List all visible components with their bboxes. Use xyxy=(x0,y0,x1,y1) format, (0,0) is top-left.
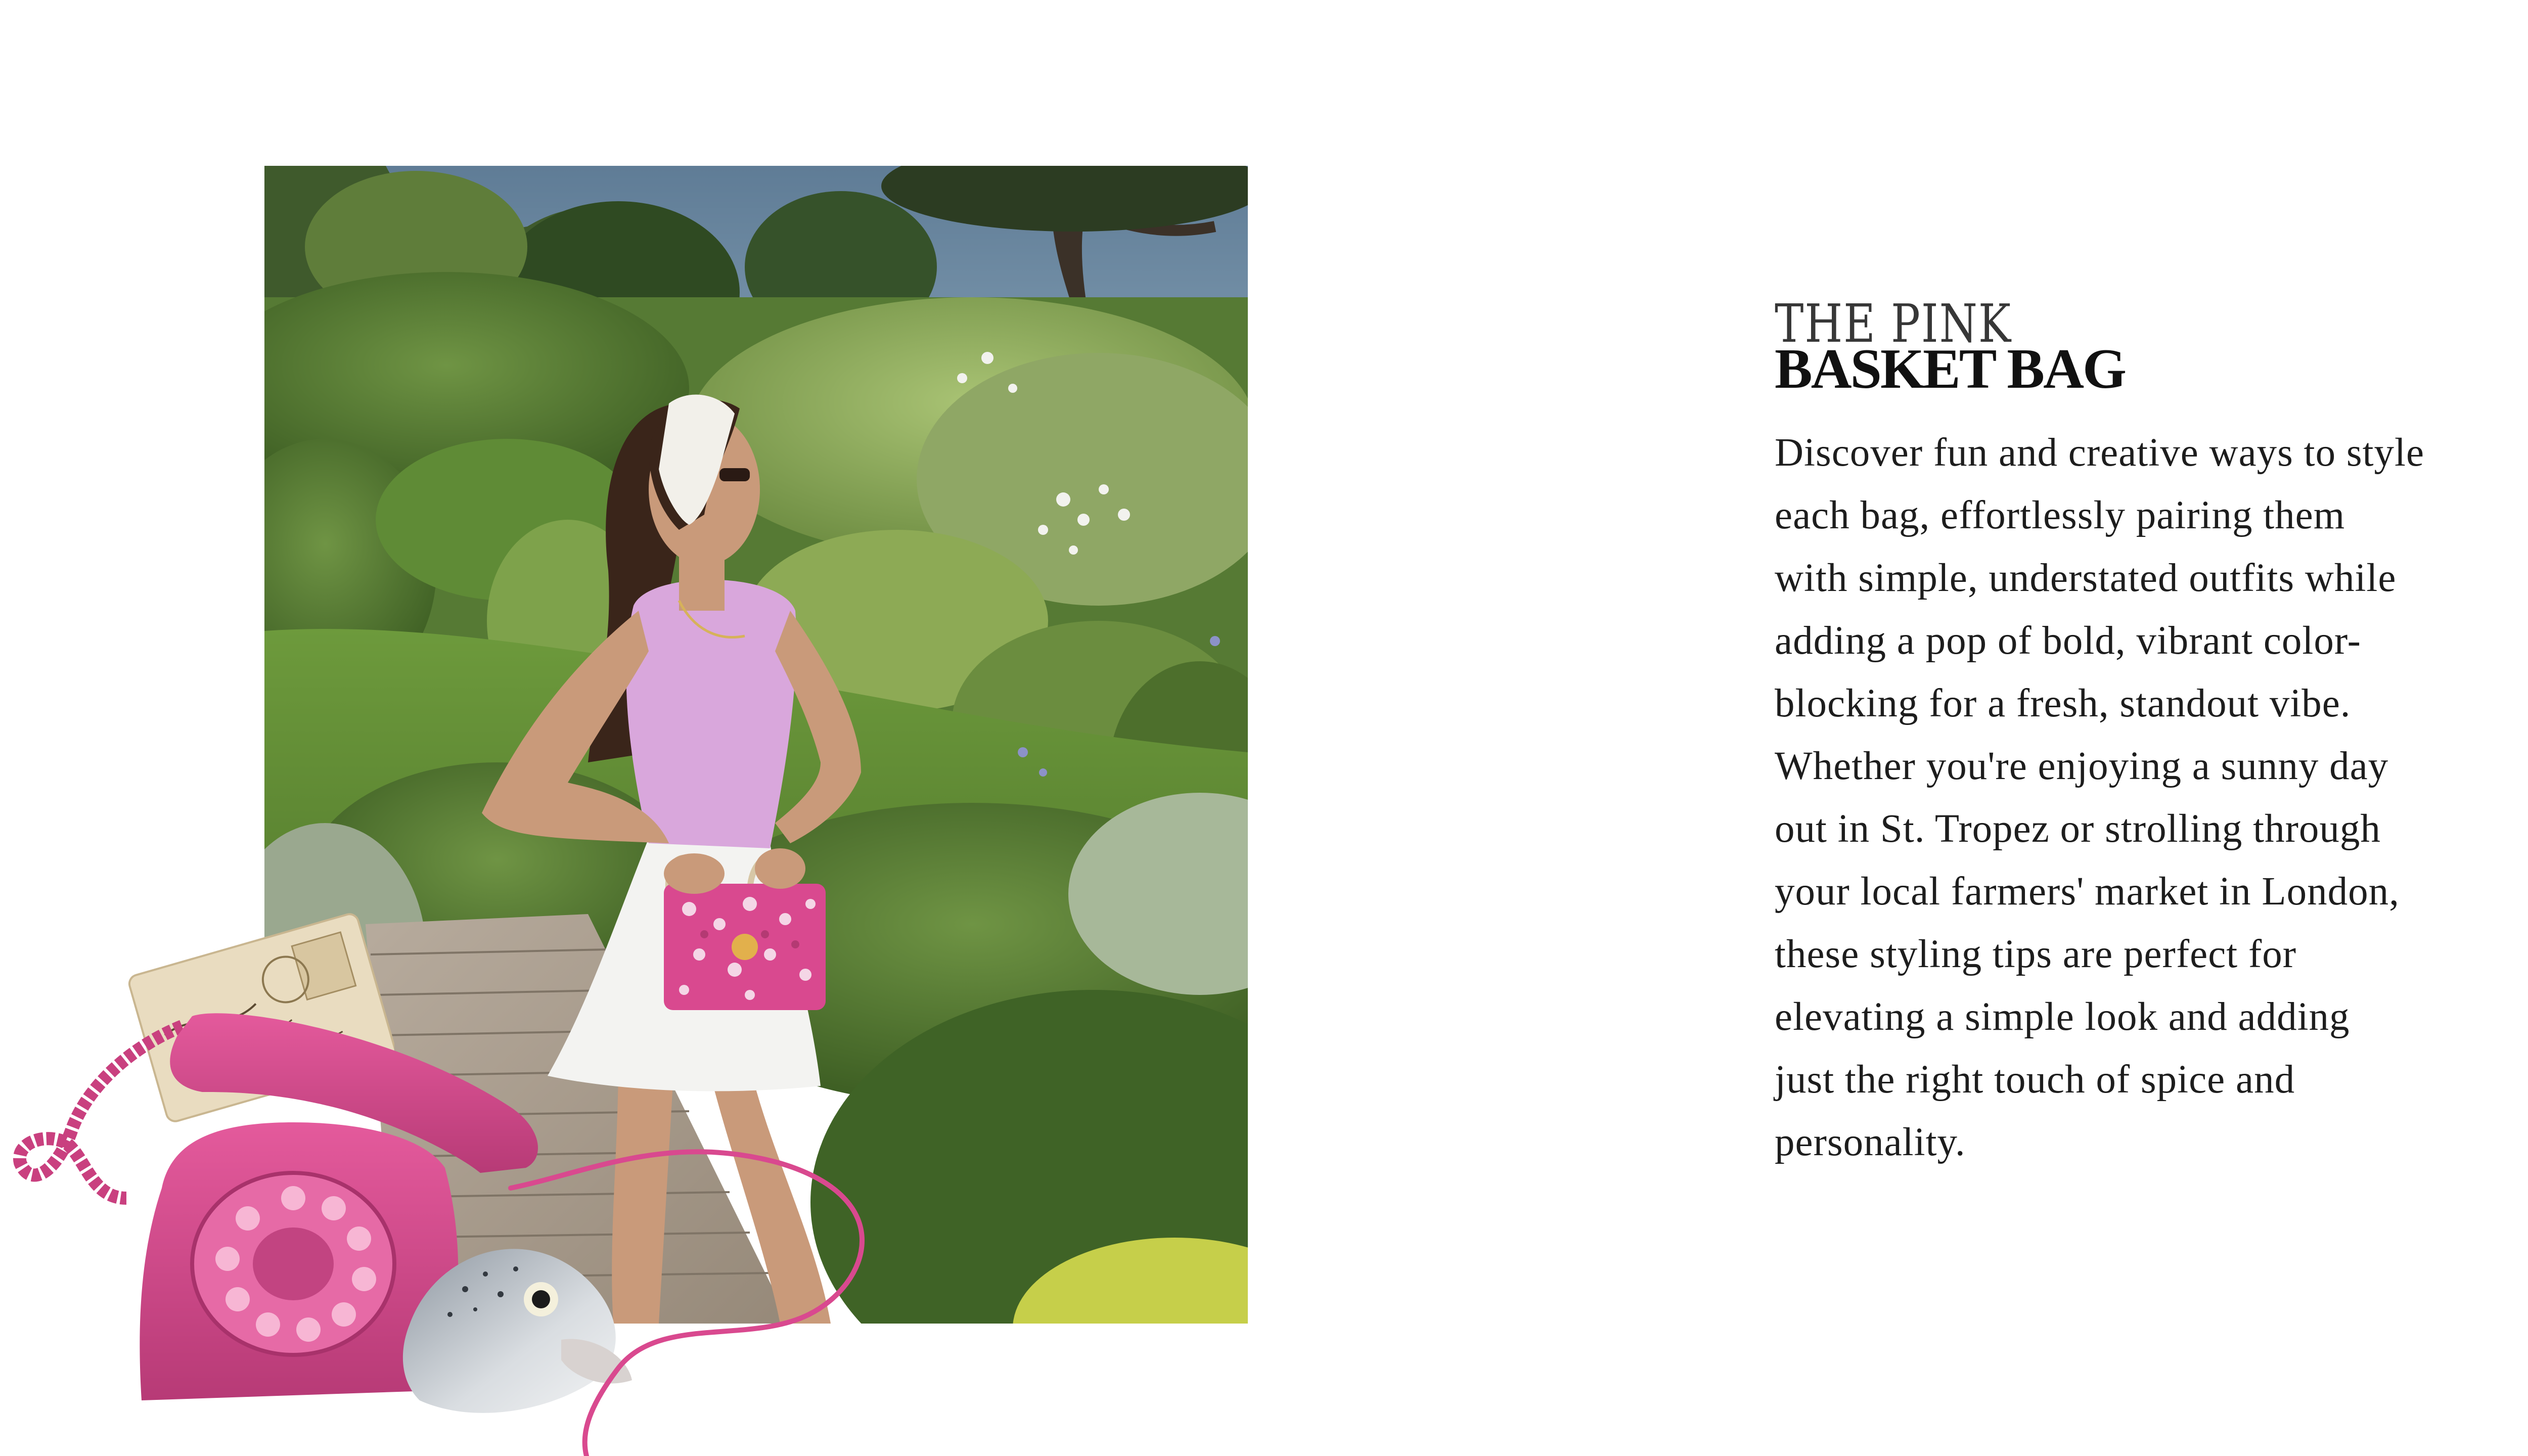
title-heading: BASKET BAG xyxy=(1775,338,2126,400)
title-eyebrow: THE PINK xyxy=(1775,293,2012,354)
article-text xyxy=(1775,293,2498,1174)
telephone-cord xyxy=(506,1132,900,1456)
article-body: Discover fun and creative ways to style each bag, effortlessly pairing them with simple, understated outfits while adding a pop of bold, vibrant color- blocking for a fresh, standout vibe. Whether you're enjoying a sunny day out in St. Tropez or strolling through your local farmers' market in London, these styling tips are perfect for elevating a simple look and adding just the right touch of spice and personality. xyxy=(1775,431,2425,1164)
